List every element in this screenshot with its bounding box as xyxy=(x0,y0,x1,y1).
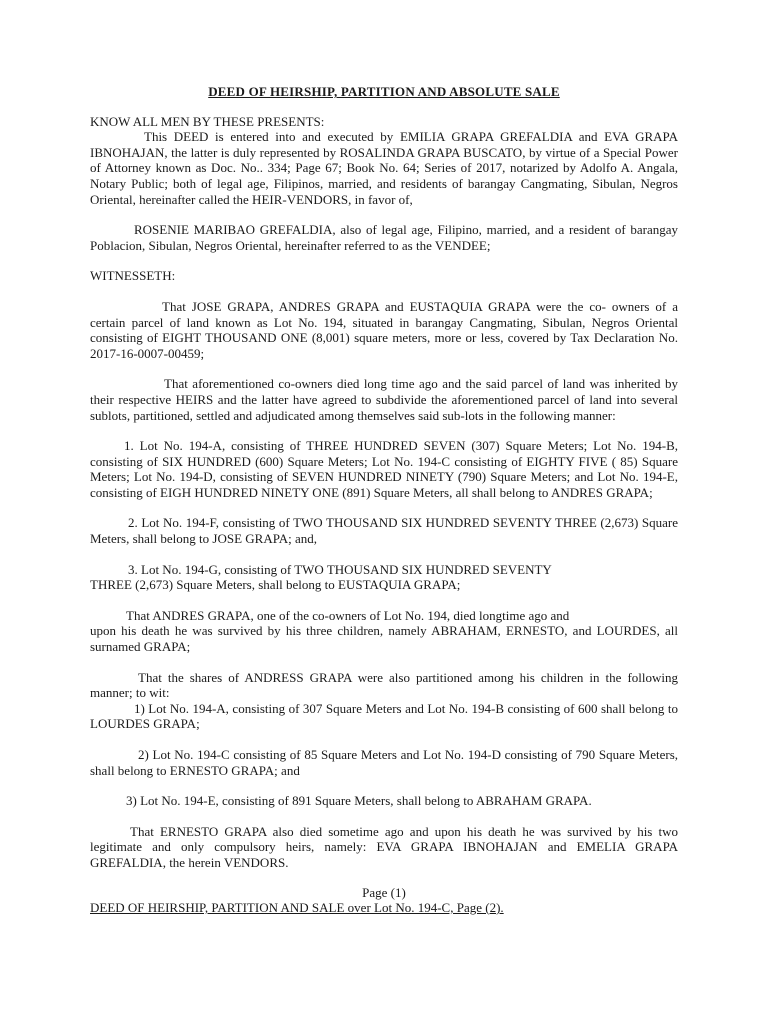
footer-text: DEED OF HEIRSHIP, PARTITION AND SALE over Lot No. 194-C, Page ( xyxy=(90,900,490,916)
partition-item-1: 1. Lot No. 194-A, consisting of THREE HUNDRED SEVEN (307) Square Meters; Lot No. 194-B, consisting of SIX HUNDRED (600) Square Meters; Lot No. 194-C consisting of EIGHTY FIVE ( 85) Square Meters; Lot No. 194-D, consisting of SEVEN HUNDRED NINETY (790) Square Meters; and Lot No. 194-E, consisting of EIGH HUNDRED NINETY ONE (891) Square Meters, all shall belong to ANDRES GRAPA; xyxy=(90,438,678,500)
footer-page-number: 2 xyxy=(489,900,497,916)
shares-paragraph: That the shares of ANDRESS GRAPA were also partitioned among his children in the following manner; to wit: xyxy=(90,669,678,701)
salutation: KNOW ALL MEN BY THESE PRESENTS: xyxy=(90,113,325,129)
partition-item-3-line-1: 3. Lot No. 194-G, consisting of TWO THOUSAND SIX HUNDRED SEVENTY xyxy=(128,561,552,577)
witnesseth-heading: WITNESSETH: xyxy=(90,268,176,284)
partition-item-3-line-2: THREE (2,673) Square Meters, shall belong to EUSTAQUIA GRAPA; xyxy=(90,577,461,593)
partition-item-2: 2. Lot No. 194-F, consisting of TWO THOUSAND SIX HUNDRED SEVENTY THREE (2,673) Square Meters, shall belong to JOSE GRAPA; and, xyxy=(90,515,678,547)
vendee-paragraph: ROSENIE MARIBAO GREFALDIA, also of legal age, Filipino, married, and a resident of barangay Poblacion, Sibulan, Negros Oriental, hereinafter referred to as the VENDEE; xyxy=(90,222,678,253)
document-title: DEED OF HEIRSHIP, PARTITION AND ABSOLUTE SALE xyxy=(208,84,560,99)
sub-item-3: 3) Lot No. 194-E, consisting of 891 Square Meters, shall belong to ABRAHAM GRAPA. xyxy=(126,793,592,809)
ernesto-paragraph: That ERNESTO GRAPA also died sometime ago and upon his death he was survived by his two legitimate and only compulsory heirs, namely: EVA GRAPA IBNOHAJAN and EMELIA GRAPA GREFALDIA, the herein VENDORS. xyxy=(90,823,678,870)
sub-item-1: 1) Lot No. 194-A, consisting of 307 Square Meters and Lot No. 194-B consisting of 600 shall belong to LOURDES GRAPA; xyxy=(90,700,678,732)
andres-paragraph-rest: upon his death he was survived by his three children, namely ABRAHAM, ERNESTO, and LOURDES, all surnamed GRAPA; xyxy=(90,623,678,655)
owners-paragraph: That JOSE GRAPA, ANDRES GRAPA and EUSTAQUIA GRAPA were the co- owners of a certain parcel of land known as Lot No. 194, situated in barangay Cangmating, Sibulan, Negros Oriental consisting of EIGHT THOUSAND ONE (8,001) square meters, more or less, covered by Tax Declaration No. 2017-16-0007-00459; xyxy=(90,298,678,361)
sub-item-2: 2) Lot No. 194-C consisting of 85 Square Meters and Lot No. 194-D consisting of 790 Square Meters, shall belong to ERNESTO GRAPA; and xyxy=(90,747,678,778)
andres-paragraph-line-1: That ANDRES GRAPA, one of the co-owners of Lot No. 194, died longtime ago and xyxy=(126,607,570,623)
footer-caption xyxy=(90,900,678,916)
inherited-paragraph: That aforementioned co-owners died long time ago and the said parcel of land was inherited by their respective HEIRS and the latter have agreed to subdivide the aforementioned parcel of land into several sublots, partitioned, settled and adjudicated among themselves said sub-lots in the following manner: xyxy=(90,376,678,423)
page-number: Page (1) xyxy=(362,884,406,900)
footer-end: ). xyxy=(496,900,504,916)
intro-paragraph: This DEED is entered into and executed by EMILIA GRAPA GREFALDIA and EVA GRAPA IBNOHAJAN, the latter is duly represented by ROSALINDA GRAPA BUSCATO, by virtue of a Special Power of Attorney known as Doc. No.. 334; Page 67; Book No. 64; Series of 2017, notarized by Adolfo A. Angala, Notary Public; both of legal age, Filipinos, married, and residents of barangay Cangmating, Sibulan, Negros Oriental, hereinafter called the HEIR-VENDORS, in favor of, xyxy=(90,129,678,207)
